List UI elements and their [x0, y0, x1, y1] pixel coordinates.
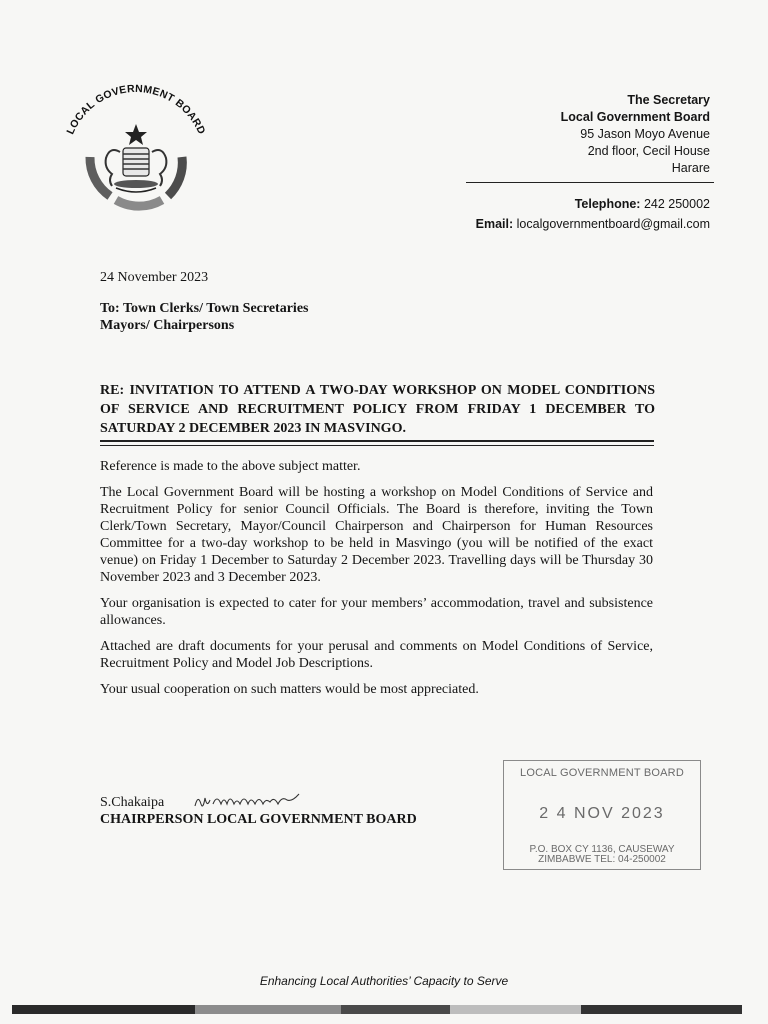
footer-tagline: Enhancing Local Authorities’ Capacity to Serve	[259, 974, 509, 988]
telephone-value: 242 250002	[643, 197, 710, 211]
address-line: The Secretary	[627, 93, 710, 107]
address-line: 95 Jason Moyo Avenue	[580, 127, 710, 141]
subject-divider	[100, 440, 654, 442]
recipients	[100, 300, 308, 334]
footer-bar-segment	[450, 1005, 581, 1014]
footer-color-bar	[12, 1005, 742, 1014]
body-paragraph: Your organisation is expected to cater for your members’ accommodation, travel and subsistence allowances.	[100, 596, 653, 628]
recipient-line: Mayors/ Chairpersons	[100, 318, 235, 333]
letter-date: 24 November 2023	[100, 270, 209, 285]
letter-body	[100, 458, 653, 707]
contact-details	[476, 194, 710, 234]
email-label: Email:	[475, 217, 514, 231]
telephone-label: Telephone:	[574, 197, 641, 211]
footer-bar-segment	[195, 1005, 341, 1014]
footer-bar-segment	[341, 1005, 451, 1014]
received-stamp	[503, 760, 701, 870]
body-paragraph: Your usual cooperation on such matters would be most appreciated.	[100, 682, 479, 697]
telephone-line	[476, 194, 710, 214]
footer-bar-segment	[12, 1005, 195, 1014]
address-line: Local Government Board	[560, 110, 710, 124]
footer-bar-segment	[581, 1005, 742, 1014]
subject-line: RE: INVITATION TO ATTEND A TWO-DAY WORKSHOP ON MODEL CONDITIONS OF SERVICE AND RECRUITMENT POLICY FROM FRIDAY 1 DECEMBER TO SATURDAY 2 DECEMBER 2023 IN MASVINGO.	[100, 383, 655, 436]
body-paragraph: Reference is made to the above subject matter.	[100, 459, 361, 474]
body-paragraph: The Local Government Board will be hosting a workshop on Model Conditions of Service and Recruitment Policy for senior Council Officials. The Board is therefore, inviting the Town Clerk/Town Secretary, Mayor/Council Chairperson and Chairperson for Human Resources Committee for a two-day workshop to be held in Masvingo (you will be notified of the exact venue) on Friday 1 December to Saturday 2 December 2023. Travelling days will be Thursday 30 November 2023 and 3 December 2023.	[100, 485, 653, 585]
recipient-line: To: Town Clerks/ Town Secretaries	[100, 301, 309, 316]
stamp-address-line: ZIMBABWE TEL: 04-250002	[538, 854, 666, 865]
email-value: localgovernmentboard@gmail.com	[516, 217, 710, 231]
signatory-name: S.Chakaipa	[100, 795, 165, 810]
stamp-date: 2 4 NOV 2023	[539, 805, 665, 822]
stamp-org: LOCAL GOVERNMENT BOARD	[520, 767, 684, 779]
stamp-address-line: P.O. BOX CY 1136, CAUSEWAY	[529, 844, 675, 855]
subject-divider	[100, 445, 654, 446]
handwritten-signature	[193, 790, 311, 812]
email-line	[476, 214, 710, 234]
coat-of-arms-icon	[106, 124, 167, 192]
local-government-board-logo	[50, 82, 220, 232]
logo-arc-text: LOCAL GOVERNMENT BOARD	[64, 82, 208, 137]
sender-address	[561, 92, 710, 177]
stamp-address	[504, 845, 700, 865]
signatory-title: CHAIRPERSON LOCAL GOVERNMENT BOARD	[100, 812, 417, 827]
body-paragraph: Attached are draft documents for your perusal and comments on Model Conditions of Service, Recruitment Policy and Model Job Descriptions.	[100, 639, 653, 671]
address-divider	[466, 182, 714, 183]
address-line: Harare	[671, 161, 710, 175]
address-line: 2nd floor, Cecil House	[587, 144, 710, 158]
